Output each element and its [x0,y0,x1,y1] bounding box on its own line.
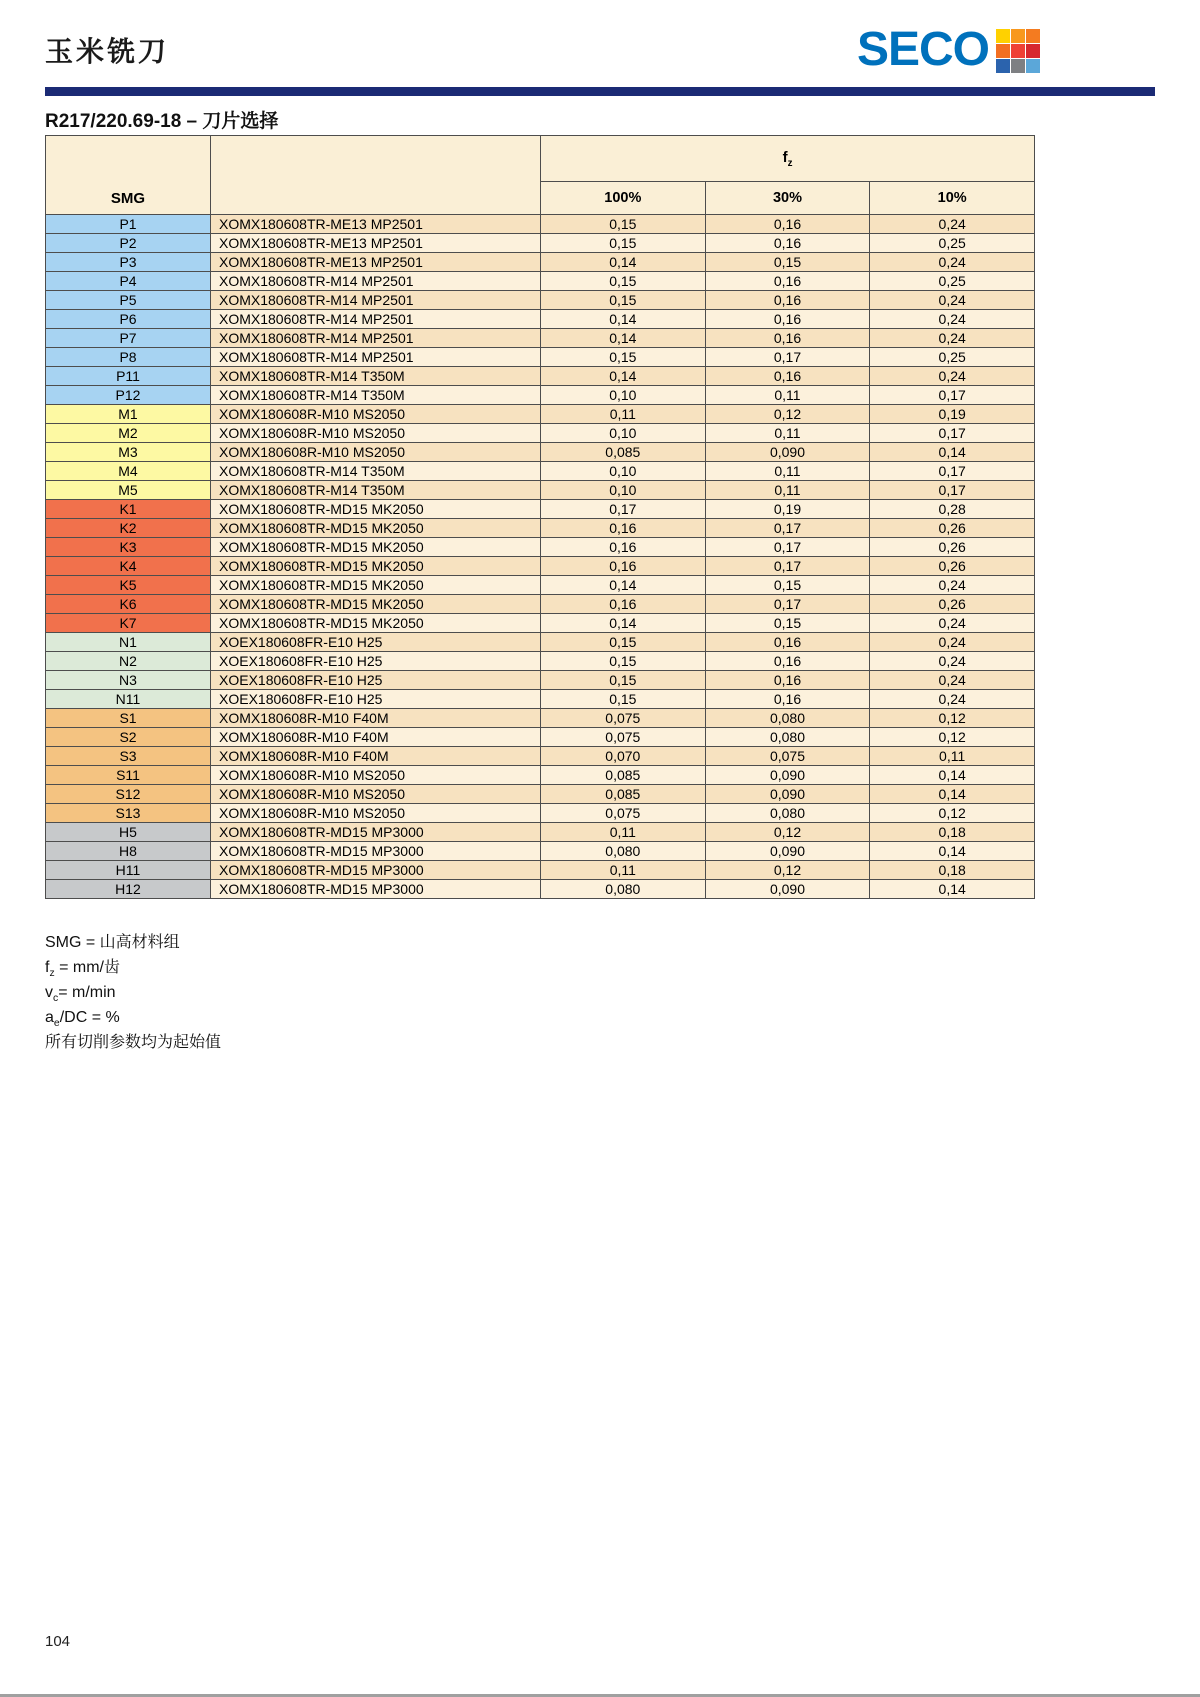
fz-10-cell: 0,28 [870,500,1035,519]
fz-30-cell: 0,15 [705,614,870,633]
fz-10-cell: 0,14 [870,880,1035,899]
fz-10-cell: 0,14 [870,443,1035,462]
table-row [46,348,1035,367]
table-row [46,329,1035,348]
fz-10-cell: 0,24 [870,310,1035,329]
insert-cell: XOMX180608TR-ME13 MP2501 [211,234,541,253]
table-row [46,367,1035,386]
fz-percent-header: 100% [541,182,706,215]
table-row [46,405,1035,424]
seco-logo-mark [996,29,1040,73]
footnote-line: $v_c= m/\min$ [45,984,116,1005]
table-row [46,462,1035,481]
fz-100-cell: 0,15 [541,234,706,253]
smg-cell: P12 [46,386,211,405]
insert-cell: XOEX180608FR-E10 H25 [211,690,541,709]
fz-100-cell: 0,16 [541,519,706,538]
fz-100-cell: 0,10 [541,424,706,443]
table-row [46,690,1035,709]
fz-10-cell: 0,17 [870,481,1035,500]
fz-10-cell: 0,17 [870,462,1035,481]
table-row [46,443,1035,462]
smg-cell: S13 [46,804,211,823]
fz-10-cell: 0,11 [870,747,1035,766]
header-divider-bar [45,87,1155,96]
fz-30-cell: 0,16 [705,234,870,253]
table-row [46,785,1035,804]
fz-100-cell: 0,080 [541,880,706,899]
table-row [46,747,1035,766]
fz-30-cell: 0,11 [705,481,870,500]
fz-10-cell: 0,17 [870,424,1035,443]
table-row [46,576,1035,595]
fz-100-cell: 0,11 [541,405,706,424]
table-row [46,500,1035,519]
fz-10-cell: 0,18 [870,861,1035,880]
fz-30-cell: 0,075 [705,747,870,766]
logo-square [996,59,1010,73]
smg-cell: P4 [46,272,211,291]
footnotes [45,930,221,1055]
smg-cell: M4 [46,462,211,481]
fz-symbol: f [782,148,788,166]
table-row [46,538,1035,557]
smg-cell: S3 [46,747,211,766]
logo-square [1026,44,1040,58]
fz-30-cell: 0,16 [705,690,870,709]
insert-cell: XOMX180608R-M10 MS2050 [211,424,541,443]
fz-percent-header: 10% [870,182,1035,215]
fz-30-cell: 0,17 [705,595,870,614]
fz-subscript: z [787,157,793,169]
table-row [46,310,1035,329]
table-row [46,823,1035,842]
table-row [46,766,1035,785]
fz-10-cell: 0,12 [870,728,1035,747]
smg-cell: M2 [46,424,211,443]
fz-100-cell: 0,15 [541,291,706,310]
insert-cell: XOMX180608R-M10 MS2050 [211,405,541,424]
fz-30-cell: 0,16 [705,367,870,386]
fz-10-cell: 0,26 [870,557,1035,576]
table-row [46,272,1035,291]
insert-cell: XOMX180608TR-M14 MP2501 [211,310,541,329]
fz-100-cell: 0,15 [541,652,706,671]
insert-cell: XOMX180608R-M10 F40M [211,709,541,728]
seco-logo [856,23,1040,76]
fz-100-cell: 0,17 [541,500,706,519]
fz-30-cell: 0,16 [705,671,870,690]
smg-cell: K4 [46,557,211,576]
insert-cell: XOMX180608TR-M14 T350M [211,462,541,481]
insert-cell: XOMX180608TR-M14 T350M [211,367,541,386]
fz-30-cell: 0,17 [705,538,870,557]
footnote-line: 所有切削参数均为起始值 [45,1034,222,1051]
fz-30-cell: 0,15 [705,576,870,595]
fz-30-cell: 0,12 [705,861,870,880]
fz-10-cell: 0,12 [870,804,1035,823]
smg-cell: P11 [46,367,211,386]
insert-cell: XOMX180608R-M10 F40M [211,728,541,747]
smg-cell: K3 [46,538,211,557]
table-body [46,215,1035,899]
table-row [46,595,1035,614]
insert-cell: XOMX180608TR-ME13 MP2501 [211,253,541,272]
logo-square [1026,59,1040,73]
insert-cell: XOMX180608TR-MD15 MK2050 [211,519,541,538]
fz-30-cell: 0,11 [705,386,870,405]
fz-10-cell: 0,17 [870,386,1035,405]
fz-10-cell: 0,26 [870,595,1035,614]
fz-100-cell: 0,080 [541,842,706,861]
smg-cell: P6 [46,310,211,329]
fz-10-cell: 0,14 [870,842,1035,861]
insert-cell: XOMX180608TR-MD15 MK2050 [211,576,541,595]
table-row [46,842,1035,861]
fz-10-cell: 0,24 [870,215,1035,234]
table-row [46,804,1035,823]
section-title: R217/220.69-18 – 刀片选择 [45,111,279,132]
fz-30-cell: 0,15 [705,253,870,272]
fz-30-cell: 0,090 [705,842,870,861]
fz-30-cell: 0,17 [705,348,870,367]
insert-cell: XOMX180608TR-M14 MP2501 [211,348,541,367]
smg-cell: P1 [46,215,211,234]
seco-logo-text: SECO [856,23,989,76]
fz-10-cell: 0,24 [870,576,1035,595]
smg-cell: P5 [46,291,211,310]
fz-10-cell: 0,24 [870,367,1035,386]
fz-100-cell: 0,14 [541,253,706,272]
table-row [46,291,1035,310]
fz-10-cell: 0,26 [870,519,1035,538]
insert-cell: XOMX180608TR-MD15 MP3000 [211,861,541,880]
fz-group-header [541,136,1035,182]
fz-100-cell: 0,15 [541,671,706,690]
insert-cell: XOMX180608TR-M14 MP2501 [211,272,541,291]
smg-cell: K5 [46,576,211,595]
smg-cell: K1 [46,500,211,519]
fz-100-cell: 0,16 [541,538,706,557]
insert-cell: XOEX180608FR-E10 H25 [211,671,541,690]
fz-10-cell: 0,12 [870,709,1035,728]
fz-10-cell: 0,14 [870,785,1035,804]
smg-cell: N3 [46,671,211,690]
logo-square [1011,29,1025,43]
insert-cell: XOMX180608R-M10 MS2050 [211,804,541,823]
page-title: 玉米铣刀 [45,35,170,68]
logo-square [1011,44,1025,58]
fz-10-cell: 0,26 [870,538,1035,557]
footnote-line: $a_e/DC$ = % [45,1009,120,1030]
fz-30-cell: 0,090 [705,880,870,899]
insert-cell: XOMX180608TR-MD15 MK2050 [211,538,541,557]
smg-cell: M3 [46,443,211,462]
table-row [46,557,1035,576]
fz-100-cell: 0,085 [541,785,706,804]
fz-10-cell: 0,25 [870,348,1035,367]
logo-square [1011,59,1025,73]
page-number: 104 [45,1633,71,1650]
fz-30-cell: 0,16 [705,291,870,310]
table-row [46,652,1035,671]
fz-30-cell: 0,16 [705,310,870,329]
fz-10-cell: 0,24 [870,329,1035,348]
insert-cell: XOMX180608R-M10 MS2050 [211,785,541,804]
table-row [46,633,1035,652]
insert-cell: XOMX180608R-M10 F40M [211,747,541,766]
table-row [46,880,1035,899]
fz-10-cell: 0,24 [870,690,1035,709]
fz-30-cell: 0,090 [705,766,870,785]
smg-cell: P2 [46,234,211,253]
smg-cell: K7 [46,614,211,633]
fz-100-cell: 0,10 [541,481,706,500]
smg-cell: K6 [46,595,211,614]
insert-cell: XOMX180608R-M10 MS2050 [211,766,541,785]
fz-10-cell: 0,24 [870,253,1035,272]
fz-30-cell: 0,17 [705,519,870,538]
fz-100-cell: 0,085 [541,443,706,462]
fz-10-cell: 0,25 [870,234,1035,253]
insert-cell: XOEX180608FR-E10 H25 [211,652,541,671]
fz-100-cell: 0,11 [541,861,706,880]
smg-cell: H12 [46,880,211,899]
insert-cell: XOMX180608TR-ME13 MP2501 [211,215,541,234]
fz-100-cell: 0,11 [541,823,706,842]
smg-cell: H8 [46,842,211,861]
smg-cell: K2 [46,519,211,538]
table-row [46,215,1035,234]
smg-cell: S1 [46,709,211,728]
insert-cell: XOMX180608TR-M14 MP2501 [211,291,541,310]
logo-square [996,29,1010,43]
smg-cell: N11 [46,690,211,709]
table-row [46,671,1035,690]
fz-30-cell: 0,16 [705,633,870,652]
fz-30-cell: 0,19 [705,500,870,519]
fz-30-cell: 0,16 [705,329,870,348]
fz-100-cell: 0,15 [541,690,706,709]
fz-100-cell: 0,14 [541,329,706,348]
smg-cell: N1 [46,633,211,652]
insert-cell: XOMX180608TR-MD15 MK2050 [211,500,541,519]
fz-10-cell: 0,18 [870,823,1035,842]
logo-square [1026,29,1040,43]
table-row [46,614,1035,633]
fz-30-cell: 0,080 [705,709,870,728]
smg-cell: N2 [46,652,211,671]
fz-100-cell: 0,10 [541,386,706,405]
insert-cell: XOMX180608TR-MD15 MP3000 [211,842,541,861]
fz-30-cell: 0,090 [705,443,870,462]
fz-100-cell: 0,14 [541,576,706,595]
smg-cell: H11 [46,861,211,880]
fz-10-cell: 0,14 [870,766,1035,785]
fz-30-cell: 0,12 [705,405,870,424]
fz-10-cell: 0,24 [870,633,1035,652]
logo-square [996,44,1010,58]
fz-30-cell: 0,16 [705,272,870,291]
fz-10-cell: 0,19 [870,405,1035,424]
smg-cell: P8 [46,348,211,367]
fz-100-cell: 0,15 [541,348,706,367]
smg-cell: S2 [46,728,211,747]
smg-cell: M1 [46,405,211,424]
fz-100-cell: 0,075 [541,804,706,823]
fz-30-cell: 0,17 [705,557,870,576]
smg-cell: S12 [46,785,211,804]
smg-column-header: SMG [46,136,211,215]
fz-100-cell: 0,15 [541,633,706,652]
table-header [46,136,1035,215]
fz-30-cell: 0,16 [705,652,870,671]
table-row [46,709,1035,728]
table-row [46,386,1035,405]
fz-100-cell: 0,15 [541,215,706,234]
table-row [46,728,1035,747]
smg-cell: S11 [46,766,211,785]
insert-cell: XOEX180608FR-E10 H25 [211,633,541,652]
fz-100-cell: 0,075 [541,728,706,747]
smg-cell: P3 [46,253,211,272]
fz-100-cell: 0,15 [541,272,706,291]
table-row [46,234,1035,253]
fz-30-cell: 0,090 [705,785,870,804]
table-row [46,481,1035,500]
fz-100-cell: 0,070 [541,747,706,766]
fz-30-cell: 0,16 [705,215,870,234]
fz-30-cell: 0,080 [705,728,870,747]
fz-100-cell: 0,14 [541,367,706,386]
insert-cell: XOMX180608TR-M14 T350M [211,481,541,500]
smg-cell: H5 [46,823,211,842]
footnote-line: SMG = 山高材料组 [45,934,180,951]
table-row [46,424,1035,443]
insert-cell: XOMX180608TR-M14 T350M [211,386,541,405]
table-row [46,861,1035,880]
fz-10-cell: 0,24 [870,291,1035,310]
fz-100-cell: 0,16 [541,557,706,576]
insert-column-header [211,136,541,215]
fz-100-cell: 0,10 [541,462,706,481]
insert-selection-table [45,135,1035,899]
fz-30-cell: 0,12 [705,823,870,842]
fz-100-cell: 0,085 [541,766,706,785]
fz-100-cell: 0,14 [541,310,706,329]
smg-cell: M5 [46,481,211,500]
footnote-line: $f_z = mm/$齿 [45,959,120,980]
insert-cell: XOMX180608TR-MD15 MP3000 [211,880,541,899]
fz-100-cell: 0,075 [541,709,706,728]
smg-cell: P7 [46,329,211,348]
insert-cell: XOMX180608TR-MD15 MK2050 [211,614,541,633]
table-row [46,253,1035,272]
table-row [46,519,1035,538]
fz-100-cell: 0,14 [541,614,706,633]
insert-cell: XOMX180608TR-MD15 MK2050 [211,557,541,576]
fz-10-cell: 0,24 [870,614,1035,633]
fz-100-cell: 0,16 [541,595,706,614]
fz-30-cell: 0,080 [705,804,870,823]
fz-10-cell: 0,24 [870,652,1035,671]
fz-30-cell: 0,11 [705,424,870,443]
insert-cell: XOMX180608TR-MD15 MP3000 [211,823,541,842]
insert-cell: XOMX180608TR-M14 MP2501 [211,329,541,348]
fz-10-cell: 0,24 [870,671,1035,690]
insert-cell: XOMX180608R-M10 MS2050 [211,443,541,462]
fz-10-cell: 0,25 [870,272,1035,291]
fz-percent-header: 30% [705,182,870,215]
insert-cell: XOMX180608TR-MD15 MK2050 [211,595,541,614]
fz-30-cell: 0,11 [705,462,870,481]
